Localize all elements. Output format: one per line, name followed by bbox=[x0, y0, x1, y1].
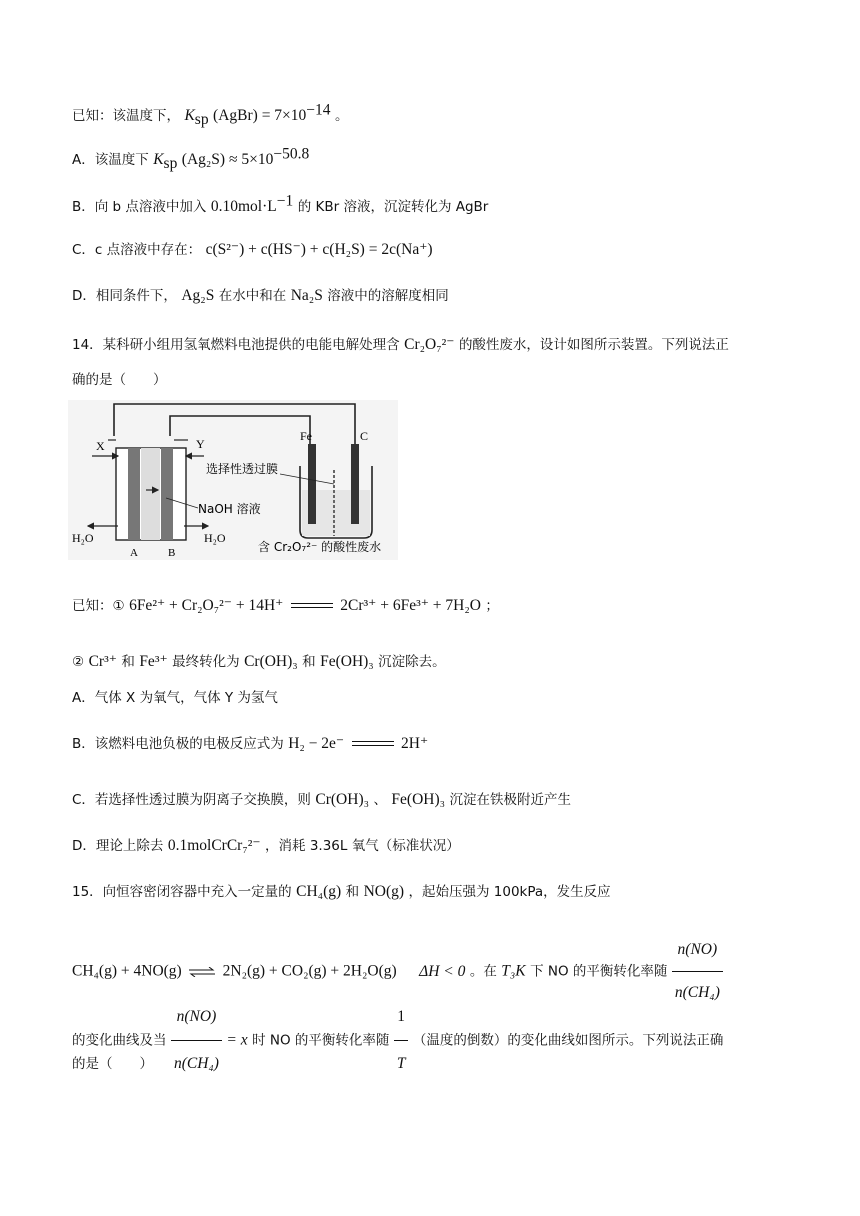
equilibrium-arrow-icon bbox=[189, 967, 215, 977]
q15-stem-line3 bbox=[72, 995, 723, 1086]
rxn-dh: ΔH < 0 bbox=[419, 962, 466, 980]
ratio-denominator: n(CH₄) bbox=[674, 984, 720, 1001]
q13-option-d-mid: 在水中和在 bbox=[218, 288, 287, 304]
q15-l3-mid: 时 NO 的平衡转化率随 bbox=[252, 1032, 390, 1049]
known2-and: 和 bbox=[121, 654, 135, 670]
q13-option-c bbox=[72, 240, 433, 260]
q15-ch4: CH₄(g) bbox=[296, 883, 342, 900]
electrode-b bbox=[161, 448, 173, 540]
rxn-rhs: 2N₂(g) + CO₂(g) + 2H₂O(g) bbox=[222, 962, 397, 980]
known-reaction-2 bbox=[72, 652, 446, 672]
fe-electrode bbox=[308, 444, 316, 524]
known-reaction-1 bbox=[72, 596, 499, 616]
ksp-sub: sp bbox=[194, 110, 209, 128]
label-h2o-left: H₂O bbox=[72, 531, 94, 545]
q14-ion: Cr₂O₇²⁻ bbox=[404, 336, 455, 353]
q14-option-d-post: ，消耗 3.36L 氧气（标准状况） bbox=[265, 838, 460, 854]
inverse-denominator: T bbox=[396, 1055, 406, 1072]
known-ksp-text: 已知：该温度下， bbox=[72, 108, 180, 124]
q13-option-d bbox=[72, 286, 449, 306]
q14-stem-line2-text: 确的是（ ） bbox=[72, 372, 167, 388]
q15-l3-post: （温度的倒数）的变化曲线如图所示。下列说法正确 bbox=[412, 1032, 724, 1049]
q15-stem-line4 bbox=[72, 1054, 153, 1074]
ksp-symbol-a: K bbox=[153, 151, 164, 168]
known1-lhs: 6Fe²⁺ + Cr₂O₇²⁻ + 14H⁺ bbox=[129, 597, 284, 614]
c-electrode bbox=[351, 444, 359, 524]
ratio-numerator: n(NO) bbox=[672, 930, 723, 972]
q13-option-d-post: 溶液中的溶解度相同 bbox=[327, 288, 449, 304]
known-ksp-line bbox=[72, 101, 349, 128]
ksp-sub-a: sp bbox=[163, 154, 178, 172]
ksp-symbol: K bbox=[184, 107, 195, 124]
known1-rhs: 2Cr³⁺ + 6Fe³⁺ + 7H₂O bbox=[340, 597, 481, 614]
q14-option-d bbox=[72, 836, 460, 856]
q15-post: ，起始压强为 100kPa，发生反应 bbox=[408, 884, 611, 900]
known2-mid: 最终转化为 bbox=[172, 654, 240, 670]
q14-option-c-pre: C．若选择性透过膜为阴离子交换膜，则 bbox=[72, 792, 311, 808]
known2-post: 沉淀除去。 bbox=[378, 654, 446, 670]
q14-option-d-pre: D．理论上除去 bbox=[72, 838, 164, 854]
q13-option-a-label: A．该温度下 bbox=[72, 152, 149, 168]
label-fe: Fe bbox=[300, 429, 312, 443]
ratio-fraction-2 bbox=[171, 995, 222, 1086]
label-waste: 含 Cr₂O₇²⁻ 的酸性废水 bbox=[258, 540, 382, 554]
q13-option-c-pre: C．c 点溶液中存在： bbox=[72, 242, 202, 258]
electrode-a bbox=[128, 448, 140, 540]
q14-option-c-feoh: Fe(OH)₃ bbox=[391, 791, 446, 808]
q15-stem-line1 bbox=[72, 882, 611, 902]
q13-option-a bbox=[72, 145, 310, 172]
q14-stem-post: 的酸性废水，设计如图所示装置。下列说法正 bbox=[458, 337, 729, 353]
ksp-agbr-expr: (AgBr) = 7×10 bbox=[213, 107, 307, 124]
q13-option-d-ag2s: Ag₂S bbox=[181, 287, 215, 304]
known2-and2: 和 bbox=[302, 654, 316, 670]
ksp-agbr-end: 。 bbox=[335, 108, 349, 124]
electrolysis-diagram bbox=[68, 400, 398, 560]
naoh-region bbox=[141, 448, 160, 540]
inverse-temperature-fraction bbox=[394, 995, 409, 1086]
q14-option-c-croh: Cr(OH)₃ bbox=[315, 791, 370, 808]
q13-option-c-expr: c(S²⁻) + c(HS⁻) + c(H₂S) = 2c(Na⁺) bbox=[205, 241, 433, 258]
q15-pre: 15．向恒容密闭容器中充入一定量的 bbox=[72, 884, 292, 900]
q13-option-b bbox=[72, 192, 489, 217]
label-h2o-right: H₂O bbox=[204, 531, 226, 545]
known2-cr: Cr³⁺ bbox=[88, 653, 117, 670]
q13-option-a-expr: (Ag₂S) ≈ 5×10 bbox=[181, 151, 274, 168]
q15-l3-pre: 的变化曲线及当 bbox=[72, 1032, 167, 1049]
equals-sign bbox=[291, 602, 333, 610]
q15-no: NO(g) bbox=[363, 883, 405, 900]
q13-option-b-pre: B．向 b 点溶液中加入 bbox=[72, 199, 207, 215]
ratio-denominator-2: n(CH₄) bbox=[173, 1055, 219, 1072]
rxn-temperature: T₃K bbox=[501, 962, 526, 980]
q15-line4-text: 的是（ ） bbox=[72, 1056, 153, 1072]
known1-pre: 已知：① bbox=[72, 598, 125, 614]
q14-option-c bbox=[72, 790, 571, 810]
ratio-numerator-2: n(NO) bbox=[171, 995, 222, 1041]
known2-feoh: Fe(OH)₃ bbox=[320, 653, 374, 670]
inverse-numerator: 1 bbox=[394, 995, 409, 1041]
q13-option-b-exp: −1 bbox=[276, 192, 294, 210]
equals-sign bbox=[352, 740, 394, 748]
rxn-post2: 下 NO 的平衡转化率随 bbox=[530, 963, 668, 980]
q14-option-a-text: A．气体 X 为氧气，气体 Y 为氢气 bbox=[72, 690, 278, 706]
rxn-post1: 。在 bbox=[469, 963, 497, 980]
label-a: A bbox=[130, 547, 138, 559]
rxn-lhs: CH₄(g) + 4NO(g) bbox=[72, 962, 182, 980]
q13-option-d-na2s: Na₂S bbox=[290, 287, 323, 304]
label-c: C bbox=[360, 429, 369, 443]
q14-option-b-pre: B．该燃料电池负极的电极反应式为 bbox=[72, 736, 284, 752]
q14-option-b-lhs: H₂ − 2e⁻ bbox=[288, 735, 345, 752]
q14-stem-line1 bbox=[72, 335, 729, 355]
q13-option-b-conc: 0.10mol·L bbox=[210, 198, 277, 215]
known2-fe: Fe³⁺ bbox=[139, 653, 168, 670]
known1-end: ； bbox=[485, 598, 499, 614]
known2-croh: Cr(OH)₃ bbox=[244, 653, 298, 670]
q14-stem-line2 bbox=[72, 370, 167, 390]
known2-pre: ② bbox=[72, 654, 85, 670]
q13-option-d-pre: D．相同条件下， bbox=[72, 288, 177, 304]
q15-and: 和 bbox=[345, 884, 360, 900]
label-b: B bbox=[168, 547, 176, 559]
label-membrane: 选择性透过膜 bbox=[206, 462, 279, 476]
q13-option-b-post: 的 KBr 溶液，沉淀转化为 AgBr bbox=[297, 199, 489, 215]
q15-l3-eq: = x bbox=[226, 1031, 248, 1049]
label-x: X bbox=[96, 439, 105, 453]
q14-stem-pre: 14．某科研小组用氢氧燃料电池提供的电能电解处理含 bbox=[72, 337, 400, 353]
q14-option-a bbox=[72, 688, 278, 708]
label-y: Y bbox=[196, 437, 205, 451]
ksp-agbr-exp: −14 bbox=[306, 101, 331, 119]
q14-option-d-expr: 0.1molCrCr₇²⁻ bbox=[167, 837, 261, 854]
label-naoh: NaOH 溶液 bbox=[198, 502, 261, 516]
q14-option-b-rhs: 2H⁺ bbox=[401, 735, 429, 752]
q14-option-c-sep: 、 bbox=[373, 792, 387, 808]
q14-option-b bbox=[72, 734, 428, 754]
q13-option-a-exp: −50.8 bbox=[273, 145, 310, 163]
q14-option-c-post: 沉淀在铁极附近产生 bbox=[449, 792, 571, 808]
